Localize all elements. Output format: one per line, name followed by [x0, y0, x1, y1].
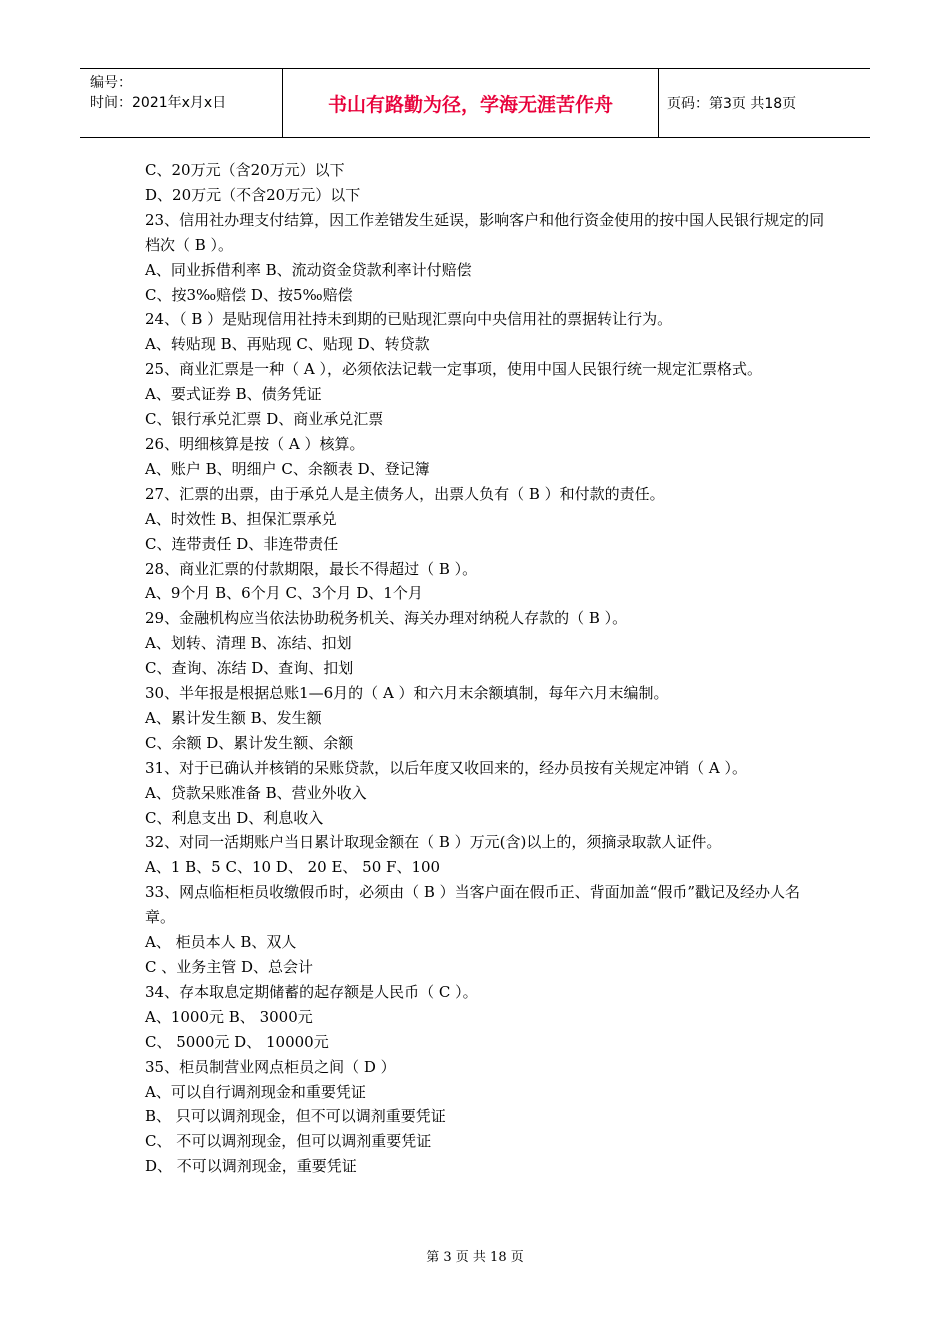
text-line: B、 只可以调剂现金，但不可以调剂重要凭证	[145, 1107, 446, 1126]
text-line: A、同业拆借利率 B、流动资金贷款利率计付赔偿	[145, 260, 472, 279]
text-line: A、可以自行调剂现金和重要凭证	[145, 1082, 366, 1101]
question-29: 29、金融机构应当依法协助税务机关、海关办理对纳税人存款的（ B ）。	[145, 609, 628, 628]
header-meta	[80, 69, 283, 137]
text-line: A、转贴现 B、再贴现 C、贴现 D、转贷款	[145, 335, 430, 354]
header-motto: 书山有路勤为径，学海无涯苦作舟	[283, 69, 659, 137]
text-line: A、1000元 B、 3000元	[145, 1007, 313, 1026]
text-line: C、 不可以调剂现金，但可以调剂重要凭证	[145, 1132, 432, 1151]
question-34: 34、存本取息定期储蓄的起存额是人民币（ C ）。	[145, 982, 478, 1001]
question-28: 28、商业汇票的付款期限，最长不得超过（ B ）。	[145, 559, 478, 578]
question-24: 24、（ B ）是贴现信用社持未到期的已贴现汇票向中央信用社的票据转让行为。	[145, 310, 673, 329]
page-footer: 第 3 页 共 18 页	[426, 1250, 524, 1265]
document-date: 时间：2021年x月x日	[90, 95, 227, 111]
text-line: A、 柜员本人 B、双人	[145, 933, 297, 952]
question-27: 27、汇票的出票，由于承兑人是主债务人，出票人负有（ B ）和付款的责任。	[145, 484, 665, 503]
text-line: C 、业务主管 D、总会计	[145, 958, 314, 976]
text-line: A、时效性 B、担保汇票承兑	[145, 509, 337, 528]
text-line: A、9个月 B、6个月 C、3个月 D、1个月	[145, 584, 423, 603]
text-line: C、利息支出 D、利息收入	[145, 808, 324, 827]
text-line: A、要式证券 B、债务凭证	[145, 385, 322, 404]
text-line: A、累计发生额 B、发生额	[145, 708, 322, 727]
question-33: 33、网点临柜柜员收缴假币时，必须由（ B ）当客户面在假币正、背面加盖“假币”戳记及经办人名章。	[145, 883, 800, 927]
question-23: 23、信用社办理支付结算，因工作差错发生延误，影响客户和他行资金使用的按中国人民银行规定的同档次（ B ）。	[145, 210, 825, 254]
page-header	[80, 68, 870, 138]
text-line: A、划转、清理 B、冻结、扣划	[145, 634, 352, 653]
text-line: A、账户 B、明细户 C、余额表 D、登记簿	[145, 459, 430, 478]
text-line: C、 5000元 D、 10000元	[145, 1032, 329, 1051]
question-31: 31、对于已确认并核销的呆账贷款，以后年度又收回来的，经办员按有关规定冲销（ A ）。	[145, 758, 747, 777]
text-line: A、1 B、5 C、10 D、 20 E、 50 F、100	[145, 858, 441, 877]
text-line: D、20万元（不含20万元）以下	[145, 185, 361, 204]
text-line: C、查询、冻结 D、查询、扣划	[145, 659, 354, 678]
text-line: C、银行承兑汇票 D、商业承兑汇票	[145, 410, 384, 429]
text-line: C、余额 D、累计发生额、余额	[145, 733, 354, 752]
question-25: 25、商业汇票是一种（ A ），必须依法记载一定事项，使用中国人民银行统一规定汇票格式。	[145, 360, 762, 379]
question-30: 30、半年报是根据总账1—6月的（ A ）和六月末余额填制，每年六月末编制。	[145, 684, 669, 703]
text-line: A、贷款呆账准备 B、营业外收入	[145, 783, 367, 802]
question-35: 35、柜员制营业网点柜员之间（ D ）	[145, 1057, 396, 1076]
text-line: D、 不可以调剂现金，重要凭证	[145, 1157, 357, 1176]
question-32: 32、对同一活期账户当日累计取现金额在（ B ）万元(含)以上的，须摘录取款人证件。	[145, 833, 722, 852]
question-26: 26、明细核算是按（ A ）核算。	[145, 434, 365, 453]
header-page-info: 页码：第3页 共18页	[667, 96, 797, 112]
text-line: C、按3‰赔偿 D、按5‰赔偿	[145, 285, 353, 304]
text-line: C、连带责任 D、非连带责任	[145, 534, 339, 553]
question-list	[145, 158, 825, 1179]
document-id-label: 编号：	[90, 75, 132, 91]
text-line: C、20万元（含20万元）以下	[145, 161, 345, 179]
